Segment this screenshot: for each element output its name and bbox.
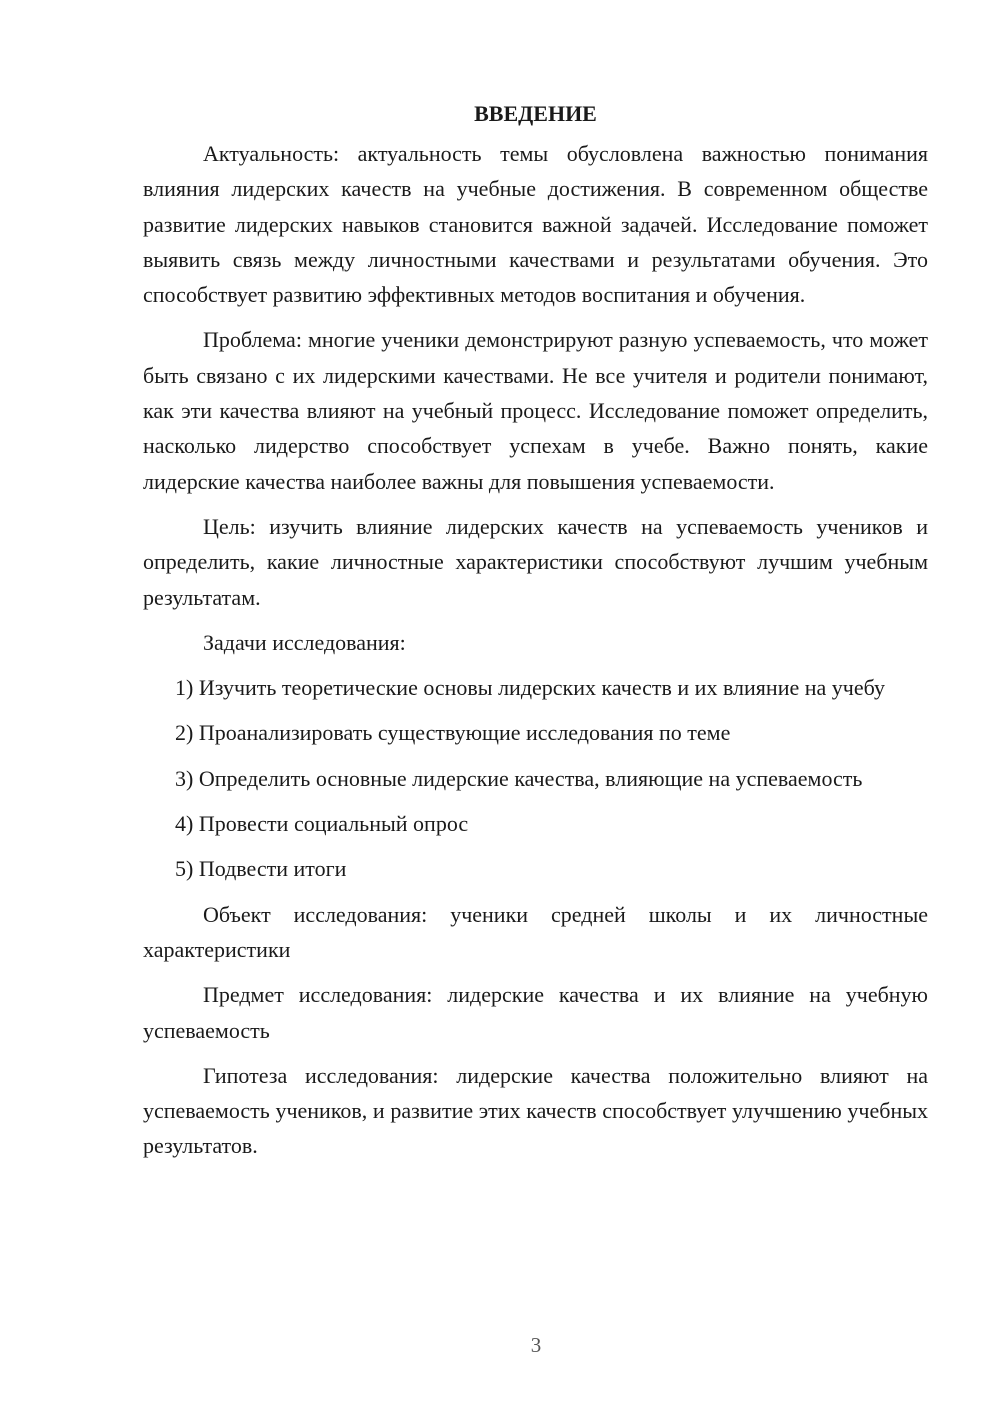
task-item-3: 3) Определить основные лидерские качества, влияющие на успеваемость (175, 765, 863, 791)
document-page (143, 96, 928, 1174)
hypothesis-paragraph: Гипотеза исследования: лидерские качества положительно влияют на успеваемость учеников, и развитие этих качеств способствует улучшению учебных результатов. (143, 1062, 928, 1159)
subject-paragraph: Предмет исследования: лидерские качества и их влияние на учебную успеваемость (143, 982, 928, 1043)
task-item-1: 1) Изучить теоретические основы лидерских качеств и их влияние на учебу (175, 675, 885, 701)
goal-paragraph: Цель: изучить влияние лидерских качеств на успеваемость учеников и определить, какие личностные характеристики способствуют лучшим учебным результатам. (143, 513, 928, 610)
object-paragraph: Объект исследования: ученики средней школы и их личностные характеристики (143, 901, 928, 962)
tasks-heading: Задачи исследования: (203, 629, 406, 655)
task-item-2: 2) Проанализировать существующие исследования по теме (175, 720, 731, 746)
relevance-paragraph: Актуальность: актуальность темы обусловлена важностью понимания влияния лидерских качеств на учебные достижения. В современном обществе развитие лидерских навыков становится важной задачей. Исследование поможет выявить связь между личностными качествами и результатами обучения. Это способствует развитию эффективных методов воспитания и обучения. (143, 141, 928, 308)
task-item-4: 4) Провести социальный опрос (175, 811, 469, 837)
problem-paragraph: Проблема: многие ученики демонстрируют разную успеваемость, что может быть связано с их лидерскими качествами. Не все учителя и родители понимают, как эти качества влияют на учебный процесс. Исследование поможет определить, насколько лидерство способствует успехам в учебе. Важно понять, какие лидерские качества наиболее важны для повышения успеваемости. (143, 327, 928, 494)
page-number: 3 (530, 1333, 542, 1357)
page-title: ВВЕДЕНИЕ (474, 101, 597, 126)
task-item-5: 5) Подвести итоги (175, 856, 347, 882)
